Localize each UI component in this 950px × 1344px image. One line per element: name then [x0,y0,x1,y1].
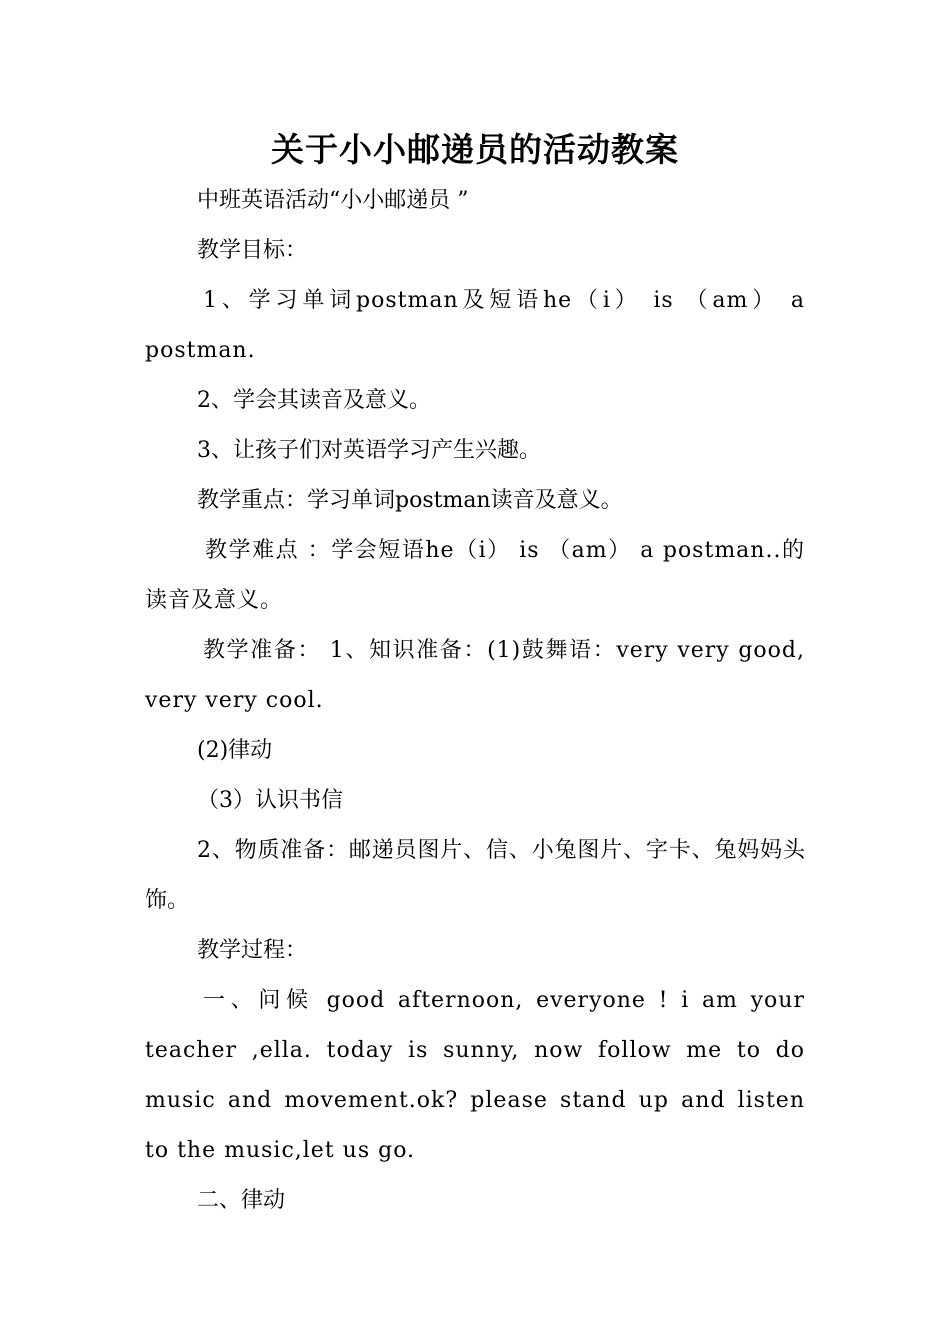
paragraph-greeting: 一、问候 good afternoon, everyone ! i am your teacher ,ella. today is sunny, now follow me to do music and movement.ok? please stand up and listen to the music,let us go. [145,988,805,1163]
document-title: 关于小小邮递员的活动教案 [271,130,679,169]
paragraph-subtitle: 中班英语活动“小小邮递员 ” [197,188,469,213]
paragraph-teaching-process-heading: 教学过程： [197,938,308,963]
paragraph-key-points: 教学重点：学习单词postman读音及意义。 [197,488,623,513]
paragraph-goal-2: 2、学会其读音及意义。 [197,388,431,413]
paragraph-preparation: 教学准备： 1、知识准备：(1)鼓舞语：very very good, very very cool. [145,638,805,713]
document-body [145,176,805,1226]
paragraph-rhythm: (2)律动 [197,738,273,763]
paragraph-difficult-points: 教学难点 ：学会短语he（i） is （am） a postman..的读音及意义。 [145,538,805,613]
paragraph-recognize-letters: （3）认识书信 [197,788,343,813]
paragraph-goal-3: 3、让孩子们对英语学习产生兴趣。 [197,438,541,463]
paragraph-rhythm-section: 二、律动 [197,1188,286,1213]
paragraph-material-preparation: 2、物质准备：邮递员图片、信、小兔图片、字卡、兔妈妈头饰。 [145,838,805,913]
paragraph-goal-1: 1、学习单词postman及短语he（i） is （am） a postman. [145,288,805,363]
paragraph-teaching-goals-heading: 教学目标： [197,238,308,263]
